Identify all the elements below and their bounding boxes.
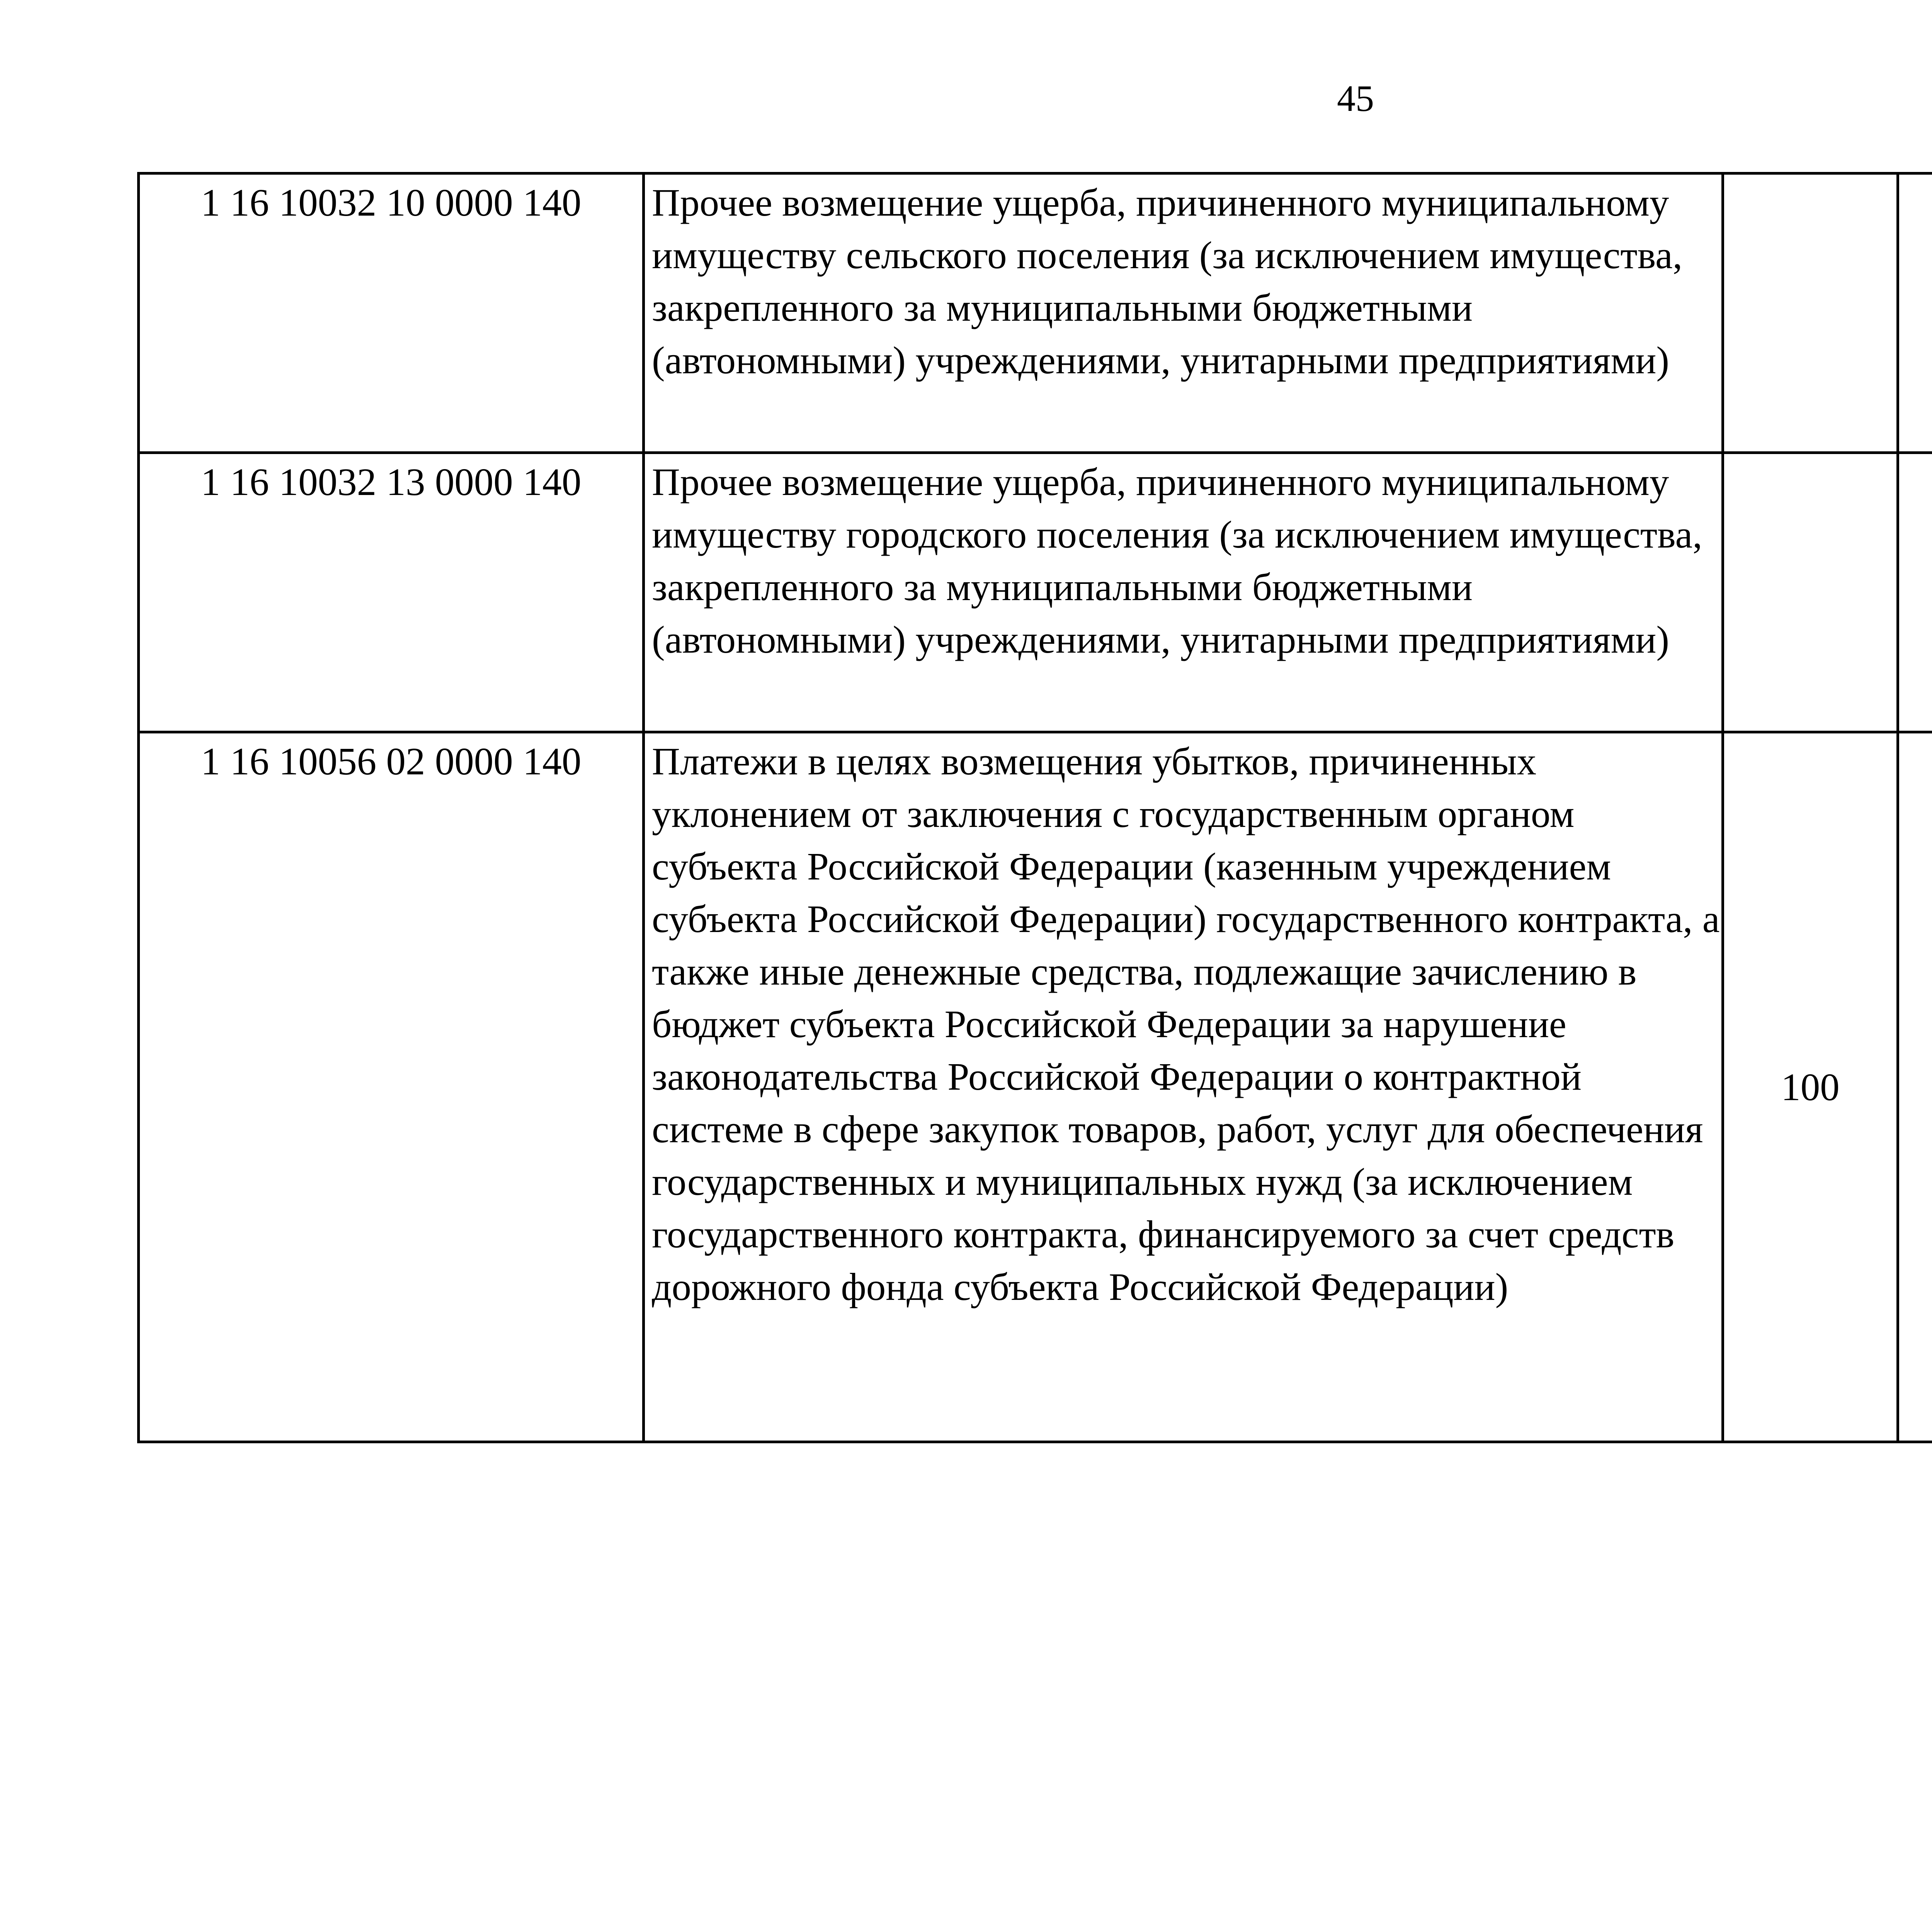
table-row [139, 453, 1932, 732]
value-cell-1: 100 [1723, 732, 1898, 1442]
table-row [139, 732, 1932, 1442]
code-cell: 1 16 10032 13 0000 140 [139, 453, 644, 732]
code-cell: 1 16 10056 02 0000 140 [139, 732, 644, 1442]
value-cell-1 [1723, 453, 1898, 732]
value-cell-2 [1898, 453, 1932, 732]
value-cell-1 [1723, 173, 1898, 453]
value-cell-2 [1898, 173, 1932, 453]
page-number: 45 [1337, 78, 1374, 119]
description-cell: Прочее возмещение ущерба, причиненного муниципальному имуществу городского поселения (за исключением имущества, закрепленного за муниципальными бюджетными (автономными) учреждениями, унитарными предприятиями) [644, 453, 1723, 732]
budget-table [137, 172, 1932, 1443]
value-cell-2 [1898, 732, 1932, 1442]
description-cell: Прочее возмещение ущерба, причиненного муниципальному имуществу сельского поселения (за исключением имущества, закрепленного за муниципальными бюджетными (автономными) учреждениями, унитарными предприятиями) [644, 173, 1723, 453]
code-cell: 1 16 10032 10 0000 140 [139, 173, 644, 453]
description-cell: Платежи в целях возмещения убытков, причиненных уклонением от заключения с государственным органом субъекта Российской Федерации (казенным учреждением субъекта Российской Федерации) государственного контракта, а также иные денежные средства, подлежащие зачислению в бюджет субъекта Российской Федерации за нарушение законодательства Российской Федерации о контрактной системе в сфере закупок товаров, работ, услуг для обеспечения государственных и муниципальных нужд (за исключением государственного контракта, финансируемого за счет средств дорожного фонда субъекта Российской Федерации) [644, 732, 1723, 1442]
table-row [139, 173, 1932, 453]
